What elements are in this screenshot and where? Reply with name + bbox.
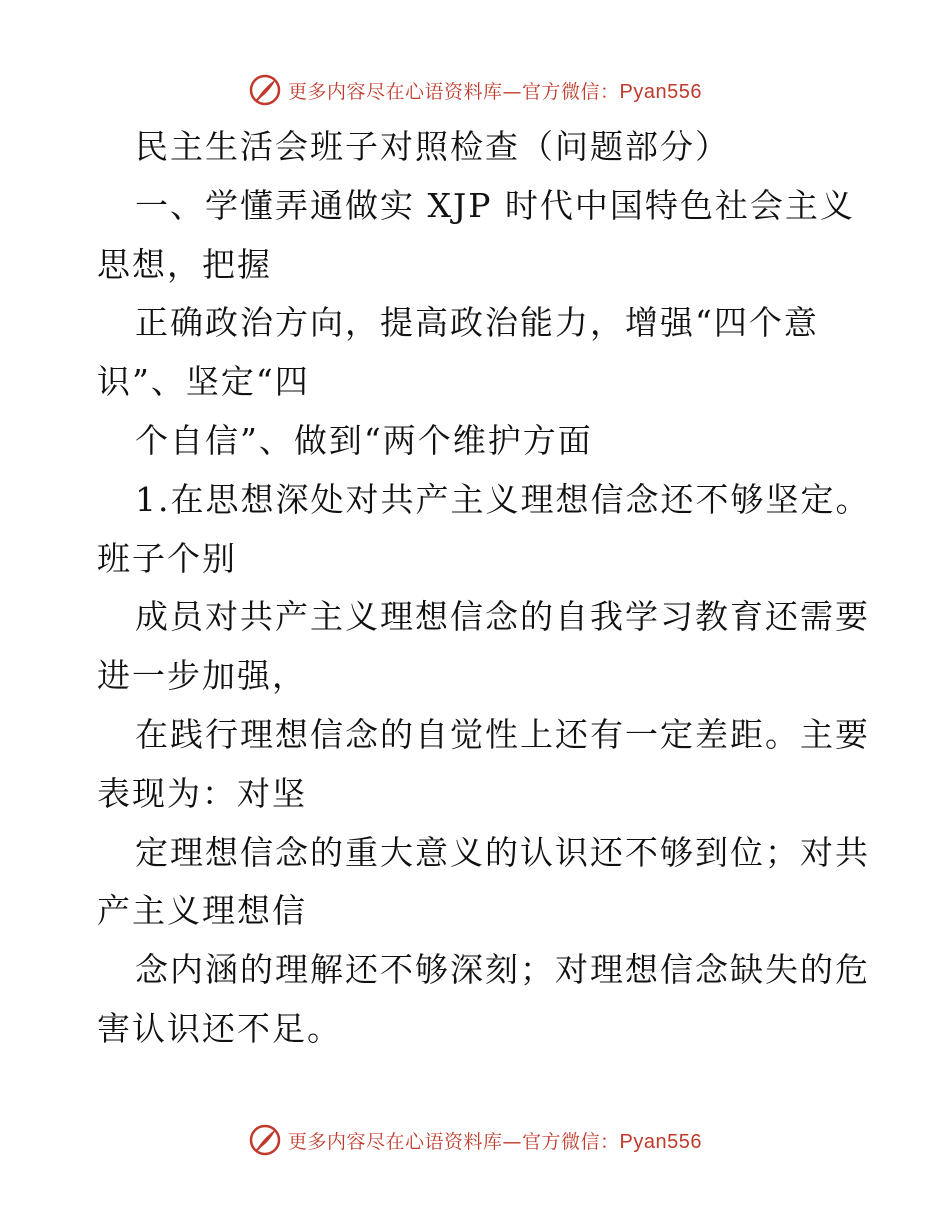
watermark-dash: —	[502, 1130, 523, 1153]
text-line: 在践行理想信念的自觉性上还有一定差距。主要	[135, 714, 870, 754]
text-line: 表现为：对坚	[97, 773, 307, 813]
text-line: 定理想信念的重大意义的认识还不够到位；对共	[135, 832, 870, 872]
watermark-site-text: 更多内容尽在心语资料库	[288, 80, 503, 103]
text-line: 害认识还不足。	[97, 1008, 342, 1048]
text-line: 正确政治方向，提高政治能力，增强“四个意	[135, 303, 819, 343]
document-title: 民主生活会班子对照检查（问题部分）	[135, 127, 730, 166]
footer-watermark	[0, 1120, 950, 1160]
feather-pen-logo-icon	[248, 1123, 282, 1157]
text-line: 进一步加强，	[97, 656, 307, 696]
header-watermark	[0, 70, 950, 110]
watermark-text	[288, 1127, 702, 1154]
watermark-wechat-id: Pyan556	[619, 80, 702, 103]
text-line: 识”、坚定“四	[97, 362, 310, 402]
text-line: 班子个别	[97, 538, 237, 578]
watermark-wechat-label: 官方微信：	[522, 1130, 620, 1153]
feather-pen-logo-icon	[248, 73, 282, 107]
document-body	[97, 118, 871, 1059]
section-heading-line: 一、学懂弄通做实 XJP 时代中国特色社会主义	[135, 185, 855, 225]
text-line: 1.在思想深处对共产主义理想信念还不够坚定。	[135, 479, 871, 519]
text-line: 产主义理想信	[97, 891, 307, 931]
text-line: 念内涵的理解还不够深刻；对理想信念缺失的危	[135, 950, 870, 990]
text-line: 成员对共产主义理想信念的自我学习教育还需要	[135, 597, 870, 637]
watermark-text	[288, 77, 702, 104]
watermark-wechat-id: Pyan556	[619, 1130, 702, 1153]
watermark-wechat-label: 官方微信：	[522, 80, 620, 103]
text-line: 思想，把握	[97, 244, 272, 284]
watermark-site-text: 更多内容尽在心语资料库	[288, 1130, 503, 1153]
watermark-dash: —	[502, 80, 523, 103]
text-line: 个自信”、做到“两个维护方面	[135, 420, 593, 460]
